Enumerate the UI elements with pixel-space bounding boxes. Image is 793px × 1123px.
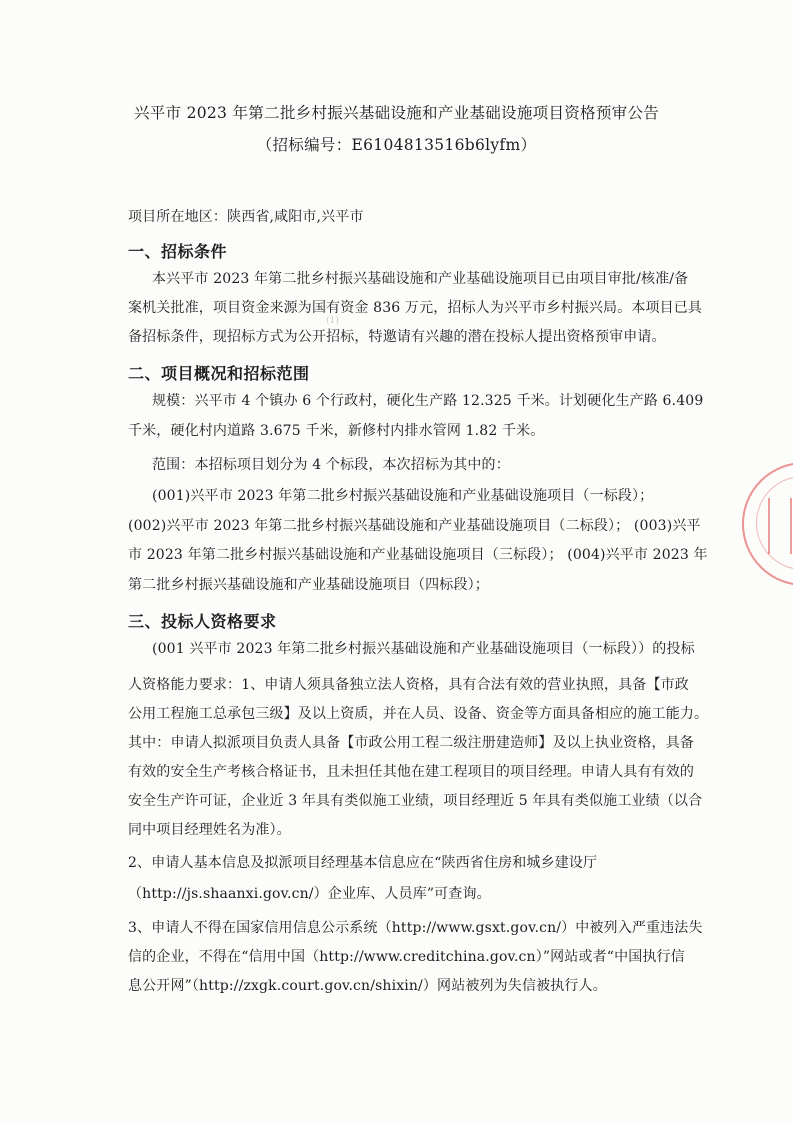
lot-item: 市 2023 年第二批乡村振兴基础设施和产业基础设施项目（三标段）； (004)兴平市 2023 年: [128, 547, 708, 563]
paragraph-line: 信的企业，不得在“信用中国（http://www.creditchina.gov.cn）”网站或者“中国执行信: [128, 949, 685, 965]
section-heading-3: 三、投标人资格要求: [128, 612, 277, 631]
paragraph-line: 安全生产许可证，企业近 3 年具有类似施工业绩，项目经理近 5 年具有类似施工业绩（以合: [128, 793, 703, 809]
paragraph-line: 千米，硬化村内道路 3.675 千米，新修村内排水管网 1.82 千米。: [128, 423, 545, 439]
lot-item: 第二批乡村振兴基础设施和产业基础设施项目（四标段）；: [128, 577, 489, 593]
paragraph-line: 备招标条件，现招标方式为公开招标，特邀请有兴趣的潜在投标人提出资格预审申请。: [128, 329, 666, 345]
paragraph-line: 息公开网”（http://zxgk.court.gov.cn/shixin/）网站被列为失信被执行人。: [128, 978, 607, 994]
scan-smudge: (1): [326, 316, 339, 326]
seal-mark: [768, 498, 792, 554]
tender-code: （招标编号：E6104813516b6lyfm）: [256, 136, 537, 154]
paragraph-line: 范围：本招标项目划分为 4 个标段，本次招标为其中的：: [152, 457, 510, 473]
paragraph-line: 规模：兴平市 4 个镇办 6 个行政村，硬化生产路 12.325 千米。计划硬化生产路 6.409: [152, 393, 704, 409]
paragraph-line: 本兴平市 2023 年第二批乡村振兴基础设施和产业基础设施项目已由项目审批/核准/备: [152, 271, 689, 287]
paragraph-line: (001 兴平市 2023 年第二批乡村振兴基础设施和产业基础设施项目（一标段））的投标: [152, 641, 695, 657]
paragraph-line: 案机关批准，项目资金来源为国有资金 836 万元，招标人为兴平市乡村振兴局。本项目已具: [128, 300, 703, 316]
paragraph-line: 人资格能力要求：1、申请人须具备独立法人资格，具有合法有效的营业执照，具备【市政: [128, 677, 689, 693]
project-location: 项目所在地区：陕西省,咸阳市,兴平市: [128, 209, 364, 225]
lot-item: (002)兴平市 2023 年第二批乡村振兴基础设施和产业基础设施项目（二标段）； (003)兴平: [128, 518, 701, 534]
paragraph-line: 同中项目经理姓名为准）。: [128, 822, 291, 838]
url-line: （http://js.shaanxi.gov.cn/）企业库、人员库”可查询。: [128, 886, 491, 902]
section-heading-2: 二、项目概况和招标范围: [128, 364, 310, 383]
document-title: 兴平市 2023 年第二批乡村振兴基础设施和产业基础设施项目资格预审公告: [133, 104, 660, 122]
paragraph-line: 其中：申请人拟派项目负责人具备【市政公用工程二级注册建造师】及以上执业资格，具备: [128, 735, 694, 751]
section-heading-1: 一、招标条件: [128, 242, 228, 261]
paragraph-line: 有效的安全生产考核合格证书，且未担任其他在建工程项目的项目经理。申请人具有有效的: [128, 764, 694, 780]
paragraph-line: 2、申请人基本信息及拟派项目经理基本信息应在“陕西省住房和城乡建设厅: [128, 855, 598, 871]
paragraph-line: 3、申请人不得在国家信用信息公示系统（http://www.gsxt.gov.cn/）中被列入严重违法失: [128, 920, 703, 936]
lot-item: (001)兴平市 2023 年第二批乡村振兴基础设施和产业基础设施项目（一标段）；: [152, 488, 654, 504]
paragraph-line: 公用工程施工总承包三级】及以上资质，并在人员、设备、资金等方面具备相应的施工能力。: [128, 706, 709, 722]
